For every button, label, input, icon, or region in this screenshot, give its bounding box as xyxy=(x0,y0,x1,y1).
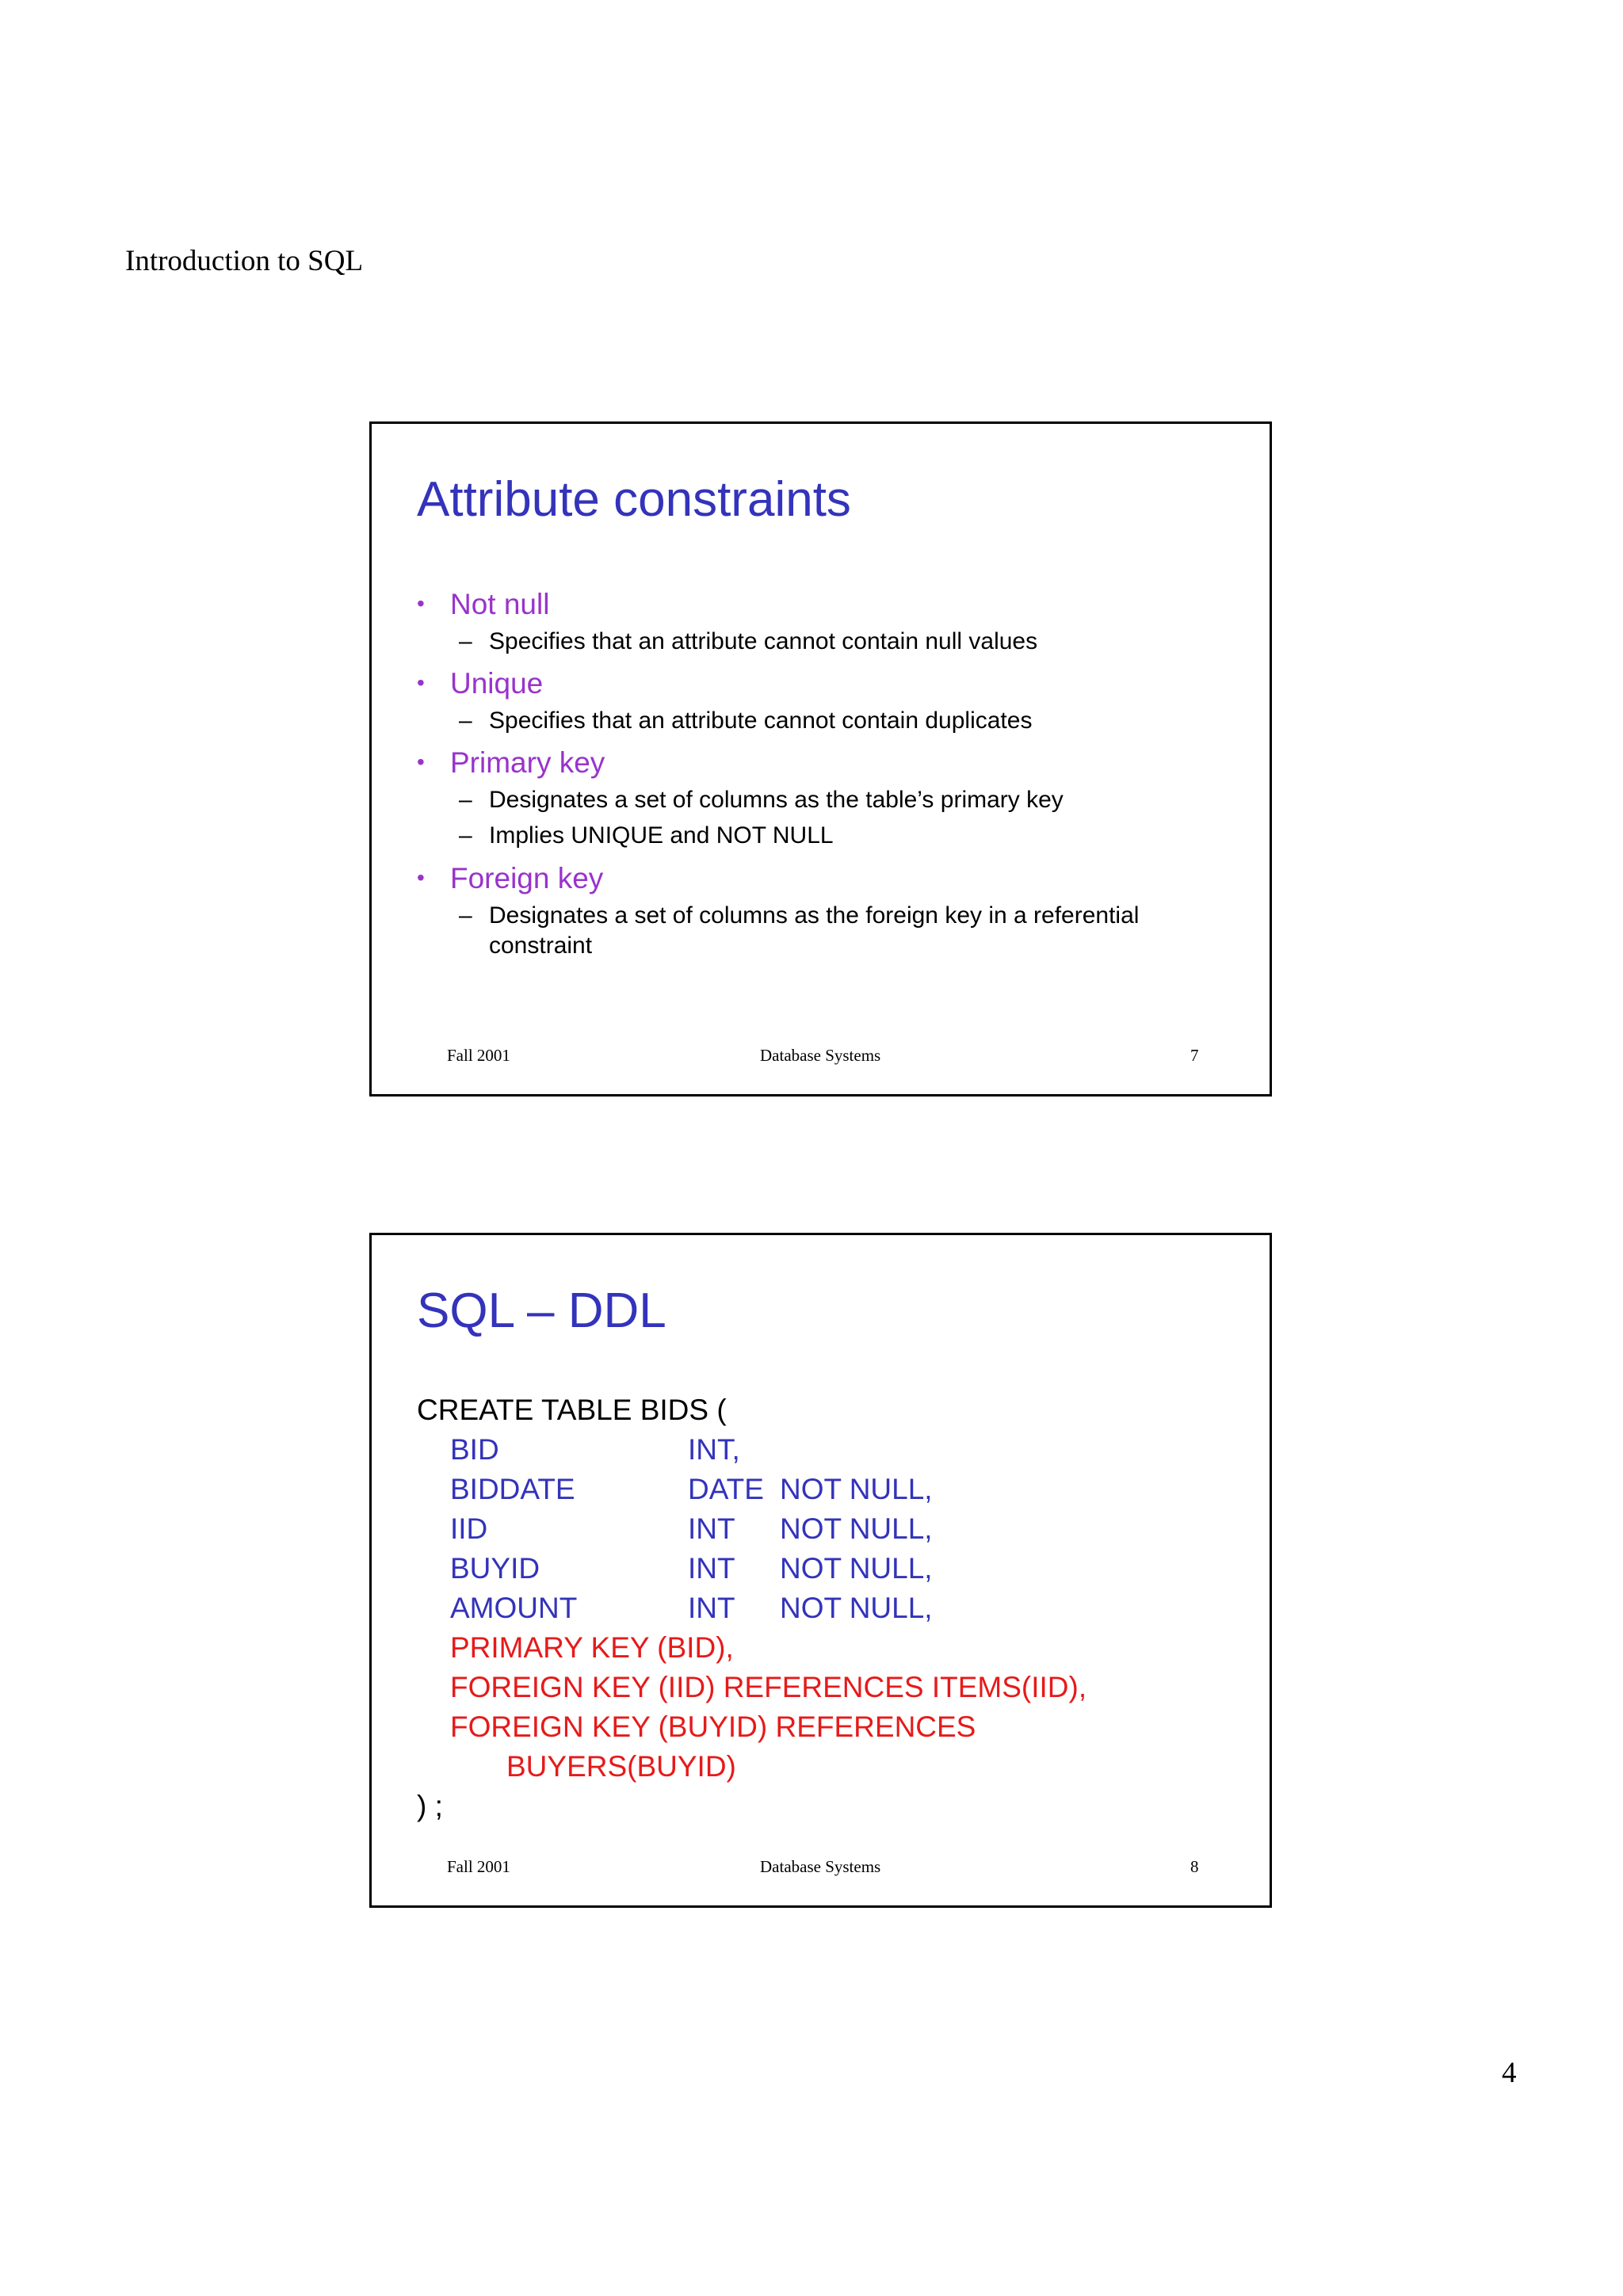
slide-footer-course: Database Systems xyxy=(760,1857,881,1876)
column-type: INT xyxy=(688,1512,735,1545)
column-name: BID xyxy=(450,1433,499,1466)
slide-title: SQL – DDL xyxy=(417,1283,666,1338)
page-number: 4 xyxy=(1502,2057,1517,2089)
bullet-foreign-key: • Foreign key xyxy=(417,862,604,894)
slide-footer-date: Fall 2001 xyxy=(447,1857,510,1876)
bullet-primary-key: • Primary key xyxy=(417,746,605,779)
sub-bullet-continuation: constraint xyxy=(489,933,593,959)
column-constraint: NOT NULL, xyxy=(780,1552,933,1585)
bullet-icon: • xyxy=(417,670,425,695)
column-type: INT xyxy=(688,1592,735,1624)
sub-bullet: – Designates a set of columns as the table’s primary key xyxy=(459,787,1064,813)
column-constraint: NOT NULL, xyxy=(780,1592,933,1624)
slide-footer-date: Fall 2001 xyxy=(447,1046,510,1065)
key-foreign-buyid: FOREIGN KEY (BUYID) REFERENCES xyxy=(450,1711,976,1743)
bullet-icon: • xyxy=(417,865,425,890)
slide-sql-ddl xyxy=(369,1233,1272,1908)
column-type: INT xyxy=(688,1552,735,1585)
column-type: INT, xyxy=(688,1433,740,1466)
page-header: Introduction to SQL xyxy=(125,245,364,277)
column-name: IID xyxy=(450,1512,488,1545)
slide-footer-number: 7 xyxy=(1190,1046,1199,1065)
bullet-not-null: • Not null xyxy=(417,588,550,620)
column-name: BUYID xyxy=(450,1552,540,1585)
sub-bullet: – Specifies that an attribute cannot contain null values xyxy=(459,628,1038,654)
column-name: BIDDATE xyxy=(450,1473,575,1505)
sub-bullet: – Implies UNIQUE and NOT NULL xyxy=(459,822,834,849)
key-primary: PRIMARY KEY (BID), xyxy=(450,1631,734,1664)
slide-attribute-constraints xyxy=(369,421,1272,1097)
sub-bullet: – Designates a set of columns as the foreign key in a referential xyxy=(459,902,1140,929)
column-constraint: NOT NULL, xyxy=(780,1473,933,1505)
column-name: AMOUNT xyxy=(450,1592,578,1624)
slide-footer-number: 8 xyxy=(1190,1857,1199,1876)
bullet-icon: • xyxy=(417,591,425,616)
slide-footer-course: Database Systems xyxy=(760,1046,881,1065)
code-create-line: CREATE TABLE BIDS ( xyxy=(417,1394,727,1426)
column-constraint: NOT NULL, xyxy=(780,1512,933,1545)
key-foreign-buyid-ref: BUYERS(BUYID) xyxy=(506,1750,736,1783)
column-type: DATE xyxy=(688,1473,764,1505)
code-close-line: ) ; xyxy=(417,1790,443,1822)
key-foreign-iid: FOREIGN KEY (IID) REFERENCES ITEMS(IID), xyxy=(450,1671,1087,1703)
bullet-unique: • Unique xyxy=(417,667,544,700)
sub-bullet: – Specifies that an attribute cannot contain duplicates xyxy=(459,707,1033,734)
bullet-icon: • xyxy=(417,749,425,774)
slide-title: Attribute constraints xyxy=(417,472,851,527)
